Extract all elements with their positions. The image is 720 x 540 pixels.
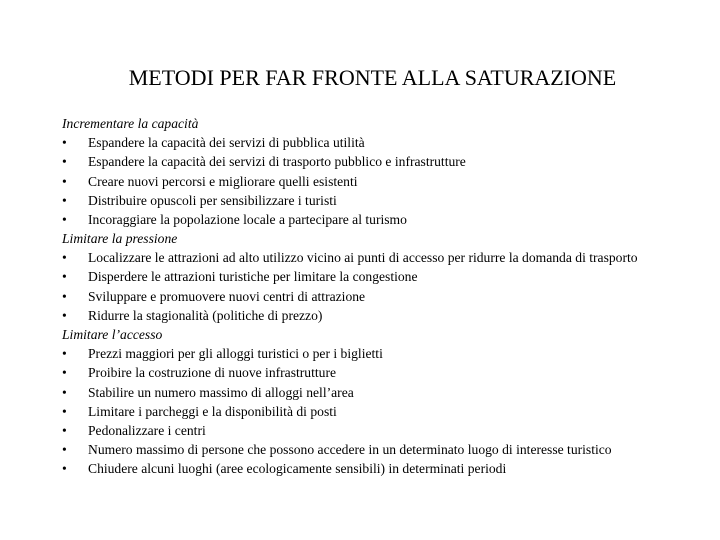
list-item-text: Prezzi maggiori per gli alloggi turistici o per i biglietti (88, 346, 383, 362)
list-item-text: Creare nuovi percorsi e migliorare quelli esistenti (88, 173, 358, 189)
section-heading: Limitare la pressione (62, 231, 178, 247)
list-item-text: Limitare i parcheggi e la disponibilità di posti (88, 403, 337, 419)
list-item-text: Pedonalizzare i centri (88, 423, 206, 438)
list-item-text: Espandere la capacità dei servizi di trasporto pubblico e infrastrutture (88, 154, 466, 170)
list-item-text: Incoraggiare la popolazione locale a partecipare al turismo (88, 212, 407, 227)
section-limitare-accesso (62, 325, 677, 478)
list-item-text: Proibire la costruzione di nuove infrastrutture (88, 365, 337, 381)
bullet-icon: • (62, 250, 67, 266)
list-item-text: Espandere la capacità dei servizi di pubblica utilità (88, 135, 365, 151)
list-item (62, 210, 677, 229)
bullet-icon: • (62, 307, 67, 323)
list-item (62, 287, 677, 306)
list-item-text: Localizzare le attrazioni ad alto utilizzo vicino ai punti di accesso per ridurre la domanda di trasporto (88, 250, 638, 266)
list-item-text: Numero massimo di persone che possono accedere in un determinato luogo di interesse turistico (88, 442, 612, 458)
slide-title: METODI PER FAR FRONTE ALLA SATURAZIONE (128, 65, 617, 90)
list-item (62, 306, 677, 325)
list-item-text: Disperdere le attrazioni turistiche per limitare la congestione (88, 269, 418, 285)
list-item (62, 248, 677, 267)
bullet-icon: • (62, 403, 67, 419)
list-item-text: Chiudere alcuni luoghi (aree ecologicamente sensibili) in determinati periodi (88, 461, 507, 477)
bullet-icon: • (62, 192, 67, 208)
bullet-icon: • (62, 173, 67, 189)
list-item-text: Sviluppare e promuovere nuovi centri di attrazione (88, 288, 366, 304)
bullet-icon: • (62, 212, 67, 227)
section-incrementare-capacita (62, 114, 677, 229)
bullet-icon: • (62, 154, 67, 170)
section-limitare-pressione (62, 229, 677, 325)
section-heading: Incrementare la capacità (62, 116, 199, 131)
list-item (62, 459, 677, 478)
section-heading: Limitare l’accesso (62, 327, 163, 342)
bullet-icon: • (62, 288, 67, 304)
list-item (62, 363, 677, 382)
list-item (62, 344, 677, 363)
bullet-icon: • (62, 442, 67, 458)
list-item-text: Ridurre la stagionalità (politiche di prezzo) (88, 307, 323, 323)
list-item-text: Stabilire un numero massimo di alloggi nell’area (88, 384, 354, 400)
list-item (62, 191, 677, 210)
bullet-icon: • (62, 461, 67, 477)
bullet-icon: • (62, 135, 67, 151)
bullet-icon: • (62, 365, 67, 381)
list-item (62, 421, 677, 440)
bullet-icon: • (62, 346, 67, 362)
list-item (62, 152, 677, 171)
list-item (62, 133, 677, 152)
list-item-text: Distribuire opuscoli per sensibilizzare i turisti (88, 192, 337, 208)
list-item (62, 267, 677, 286)
bullet-icon: • (62, 423, 67, 438)
list-item (62, 402, 677, 421)
bullet-icon: • (62, 384, 67, 400)
slide-content (62, 114, 677, 478)
list-item (62, 383, 677, 402)
list-item (62, 440, 677, 459)
bullet-icon: • (62, 269, 67, 285)
list-item (62, 172, 677, 191)
